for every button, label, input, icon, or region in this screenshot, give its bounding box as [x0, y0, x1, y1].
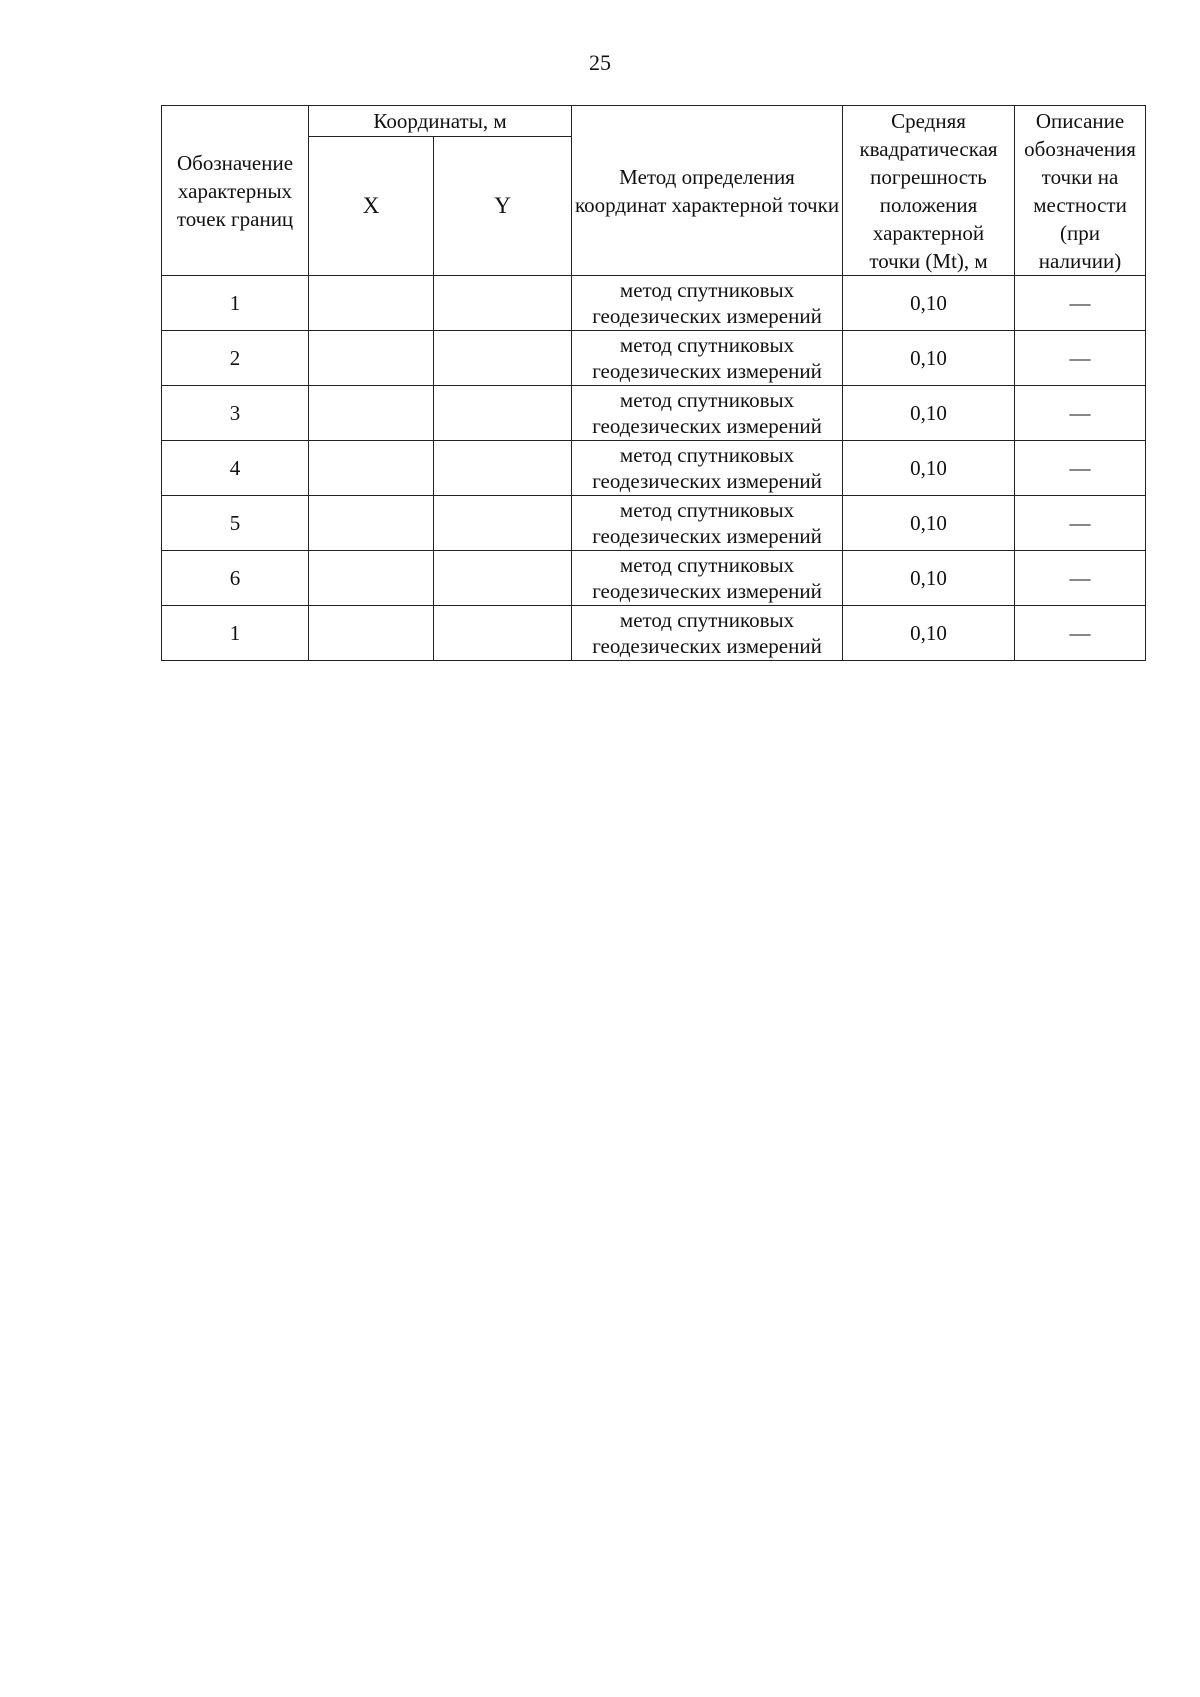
cell-description: — [1015, 276, 1146, 331]
method-line-1: метод спутниковых [619, 278, 795, 302]
cell-y [434, 386, 572, 441]
table-row [162, 606, 1146, 661]
cell-y [434, 276, 572, 331]
cell-point: 5 [162, 496, 309, 551]
cell-description: — [1015, 551, 1146, 606]
cell-y [434, 331, 572, 386]
table-row [162, 276, 1146, 331]
header-coordinates: Координаты, м [309, 106, 572, 137]
cell-description: — [1015, 606, 1146, 661]
cell-description: — [1015, 331, 1146, 386]
table-row [162, 551, 1146, 606]
cell-x [309, 386, 434, 441]
method-line-2: геодезических измерений [592, 359, 822, 383]
cell-error: 0,10 [843, 496, 1015, 551]
cell-point: 2 [162, 331, 309, 386]
method-line-2: геодезических измерений [592, 579, 822, 603]
cell-x [309, 331, 434, 386]
cell-point: 4 [162, 441, 309, 496]
cell-x [309, 606, 434, 661]
cell-error: 0,10 [843, 441, 1015, 496]
cell-error: 0,10 [843, 276, 1015, 331]
cell-x [309, 441, 434, 496]
cell-error: 0,10 [843, 606, 1015, 661]
cell-point: 1 [162, 276, 309, 331]
cell-point: 1 [162, 606, 309, 661]
cell-y [434, 606, 572, 661]
cell-method [572, 496, 843, 551]
boundary-points-table [161, 105, 1146, 661]
cell-error: 0,10 [843, 551, 1015, 606]
header-y: Y [434, 137, 572, 276]
header-error: Средняя квадратическая погрешность положения характерной точки (Mt), м [843, 106, 1015, 276]
cell-method [572, 551, 843, 606]
table-header [162, 106, 1146, 276]
cell-y [434, 551, 572, 606]
header-method: Метод определения координат характерной точки [572, 106, 843, 276]
cell-method [572, 441, 843, 496]
table-row [162, 496, 1146, 551]
cell-description: — [1015, 386, 1146, 441]
cell-point: 3 [162, 386, 309, 441]
method-line-2: геодезических измерений [592, 524, 822, 548]
cell-method [572, 606, 843, 661]
cell-method [572, 276, 843, 331]
table-row [162, 441, 1146, 496]
method-line-2: геодезических измерений [592, 414, 822, 438]
cell-method [572, 386, 843, 441]
method-line-2: геодезических измерений [592, 304, 822, 328]
cell-error: 0,10 [843, 386, 1015, 441]
cell-error: 0,10 [843, 331, 1015, 386]
cell-point: 6 [162, 551, 309, 606]
method-line-2: геодезических измерений [592, 469, 822, 493]
method-line-1: метод спутниковых [619, 553, 795, 577]
table-body [162, 276, 1146, 661]
method-line-1: метод спутниковых [619, 608, 795, 632]
method-line-1: метод спутниковых [619, 333, 795, 357]
method-line-1: метод спутниковых [619, 388, 795, 412]
method-line-1: метод спутниковых [619, 498, 795, 522]
cell-method [572, 331, 843, 386]
header-x: X [309, 137, 434, 276]
table-row [162, 331, 1146, 386]
cell-y [434, 496, 572, 551]
cell-y [434, 441, 572, 496]
cell-description: — [1015, 496, 1146, 551]
header-description: Описание обозначения точки на местности (при наличии) [1015, 106, 1146, 276]
cell-description: — [1015, 441, 1146, 496]
page-number: 25 [589, 50, 611, 75]
cell-x [309, 551, 434, 606]
cell-x [309, 276, 434, 331]
header-designation: Обозначение характерных точек границ [162, 106, 309, 276]
cell-x [309, 496, 434, 551]
method-line-1: метод спутниковых [619, 443, 795, 467]
method-line-2: геодезических измерений [592, 634, 822, 658]
table-row [162, 386, 1146, 441]
